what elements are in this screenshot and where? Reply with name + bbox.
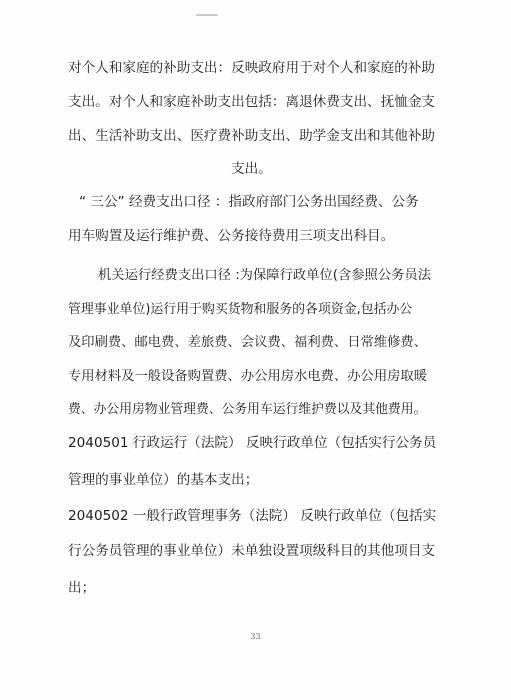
- text-line-3: 出、生活补助支出、医疗费补助支出、助学金支出和其他补助: [68, 128, 436, 144]
- text-line-16: 出；: [68, 580, 96, 596]
- text-line-7: 机关运行经费支出口径 :为保障行政单位(含参照公务员法: [98, 268, 432, 283]
- text-line-6: 用车购置及运行维护费、公务接待费用三项支出科目。: [68, 228, 395, 244]
- page-number: 33: [250, 632, 261, 641]
- text-line-1: 对个人和家庭的补助支出：反映政府用于对个人和家庭的补助: [68, 60, 436, 76]
- text-line-5: “ 三公” 经费支出口径 ：指政府部门公务出国经费、公务: [79, 194, 419, 210]
- text-line-2: 支出。对个人和家庭补助支出包括：离退休费支出、抚恤金支: [68, 94, 436, 110]
- text-line-12: 2040501 行政运行（法院） 反映行政单位（包括实行公务员: [68, 435, 437, 451]
- text-line-9: 及印刷费、邮电费、差旅费、会议费、福利费、日常维修费、: [68, 335, 428, 350]
- text-line-15: 行公务员管理的事业单位）未单独设置项级科目的其他项目支: [68, 543, 436, 559]
- text-line-10: 专用材料及一般设备购置费、办公用房水电费、办公用房取暖: [68, 369, 428, 384]
- text-line-4: 支出。: [231, 161, 272, 177]
- text-line-11: 费、办公用房物业管理费、公务用车运行维护费以及其他费用。: [68, 402, 427, 417]
- text-line-13: 管理的事业单位）的基本支出；: [68, 472, 259, 488]
- scan-mark: [196, 14, 218, 16]
- text-line-14: 2040502 一般行政管理事务（法院） 反映行政单位（包括实: [68, 508, 437, 524]
- text-line-8: 管理事业单位)运行用于购买货物和服务的各项资金,包括办公: [68, 302, 413, 317]
